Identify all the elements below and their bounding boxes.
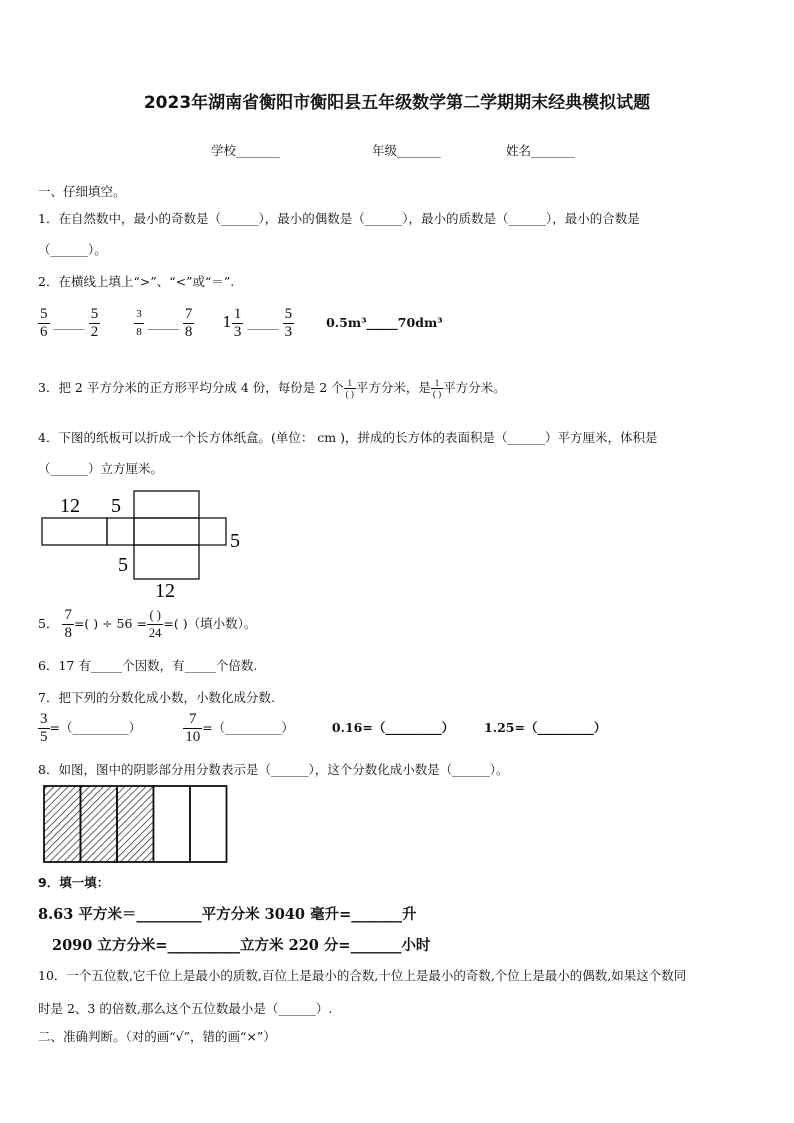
shaded-part xyxy=(44,786,81,862)
q3-part-c: 平方分米。 xyxy=(443,380,506,395)
net-left-face xyxy=(42,518,107,545)
blank-1: _____ xyxy=(53,315,85,330)
unshaded-part xyxy=(154,786,191,862)
question-10-line1: 10．一个五位数,它千位上是最小的质数,百位上是最小的合数,十位上是最小的奇数,个位上是最小的偶数,如果这个数同 xyxy=(38,968,687,983)
q3-fraction-2: $\frac{1}{( )}$ xyxy=(432,378,442,399)
q5-mid: =( ) ÷ 56 = xyxy=(73,616,147,631)
net-side-face xyxy=(107,518,134,545)
question-5 xyxy=(38,607,256,642)
section-2-heading: 二、准确判断。（对的画“√”，错的画“×”） xyxy=(38,1029,276,1044)
question-2-text: 2．在横线上填上“>”、“<”或“＝”. xyxy=(38,274,235,289)
question-9-line1: 8.63 平方米＝_________平方分米 3040 毫升=_______升 xyxy=(38,906,417,923)
label-bottom-12: 12 xyxy=(155,580,175,602)
question-4-line2: （______）立方厘米。 xyxy=(38,461,164,476)
label-top-5: 5 xyxy=(111,495,121,517)
fraction-2b: $\frac{7}{8}$ xyxy=(184,306,193,340)
question-9-line2: 2090 立方分米=__________立方米 220 分=_______小时 xyxy=(52,937,431,954)
question-1-line2: （______）。 xyxy=(38,242,107,257)
section-1-heading: 一、仔细填空。 xyxy=(38,184,126,199)
q7-blank-1: =（_________） xyxy=(49,720,142,735)
question-3 xyxy=(38,378,506,399)
net-front-face xyxy=(134,518,199,545)
q3-fraction-1: $\frac{1}{( )}$ xyxy=(345,378,354,399)
net-bottom-face xyxy=(134,545,199,579)
shaded-part xyxy=(81,786,118,862)
shaded-part xyxy=(117,786,154,862)
name-field: 姓名_______ xyxy=(506,143,575,158)
shaded-fraction-figure xyxy=(42,784,232,866)
blank-3: _____ xyxy=(247,315,279,330)
question-2-row xyxy=(38,306,443,341)
question-6: 6．17 有_____个因数，有_____个倍数. xyxy=(38,658,258,673)
page-title: 2023年湖南省衡阳市衡阳县五年级数学第二学期期末经典模拟试题 xyxy=(143,93,651,113)
label-top-12: 12 xyxy=(60,495,80,517)
fraction-1a: $\frac{5}{6}$ xyxy=(40,306,48,340)
q7-decimal-2: 1.25=（_________） xyxy=(484,720,607,735)
q7-fraction-2: $\frac{7}{10}$ xyxy=(185,711,201,745)
question-10-line2: 时是 2、3 的倍数,那么这个五位数最小是（______）. xyxy=(38,1001,333,1016)
question-7-row xyxy=(38,711,606,746)
fraction-3a: $\frac{1}{3}$ xyxy=(233,306,242,340)
question-8: 8．如图，图中的阴影部分用分数表示是（______），这个分数化成小数是（______）。 xyxy=(38,762,509,777)
question-1-line1: 1．在自然数中，最小的奇数是（______），最小的偶数是（______），最小的质数是（______），最小的合数是 xyxy=(38,211,640,226)
box-net-figure xyxy=(38,488,258,603)
label-bottom-5: 5 xyxy=(118,554,128,576)
q3-part-a: 3．把 2 平方分米的正方形平均分成 4 份，每份是 2 个 xyxy=(38,380,344,395)
q5-end: =( )（填小数）。 xyxy=(163,616,257,631)
unshaded-part xyxy=(190,786,227,862)
q5-fraction-2: $\frac{( )}{24}$ xyxy=(148,608,162,640)
label-right-5: 5 xyxy=(230,530,240,552)
question-4-line1: 4．下图的纸板可以折成一个长方体纸盒。(单位： cm )，拼成的长方体的表面积是（______）平方厘米，体积是 xyxy=(38,430,658,445)
q5-number: 5． xyxy=(38,616,59,631)
grade-field: 年级_______ xyxy=(372,143,441,158)
net-top-face xyxy=(134,491,199,518)
q7-fraction-1: $\frac{3}{5}$ xyxy=(40,711,48,745)
q7-blank-2: =（_________） xyxy=(202,720,294,735)
net-right-face xyxy=(199,518,226,545)
unit-compare: 0.5m³_____70dm³ xyxy=(326,315,443,330)
fraction-3b: $\frac{5}{3}$ xyxy=(284,306,293,340)
blank-2: _____ xyxy=(147,315,179,330)
fraction-2a: $\frac{3}{8}$ xyxy=(136,308,142,338)
q3-part-b: 平方分米，是 xyxy=(355,380,431,395)
fraction-1b: $\frac{5}{2}$ xyxy=(90,306,99,340)
q5-fraction-1: $\frac{7}{8}$ xyxy=(64,607,72,641)
question-7-text: 7．把下列的分数化成小数，小数化成分数. xyxy=(38,690,275,705)
q7-decimal-1: 0.16=（_________） xyxy=(331,720,455,735)
question-9-title: 9．填一填： xyxy=(38,875,110,890)
school-field: 学校_______ xyxy=(211,143,280,158)
mixed-whole: 1 xyxy=(222,313,232,331)
